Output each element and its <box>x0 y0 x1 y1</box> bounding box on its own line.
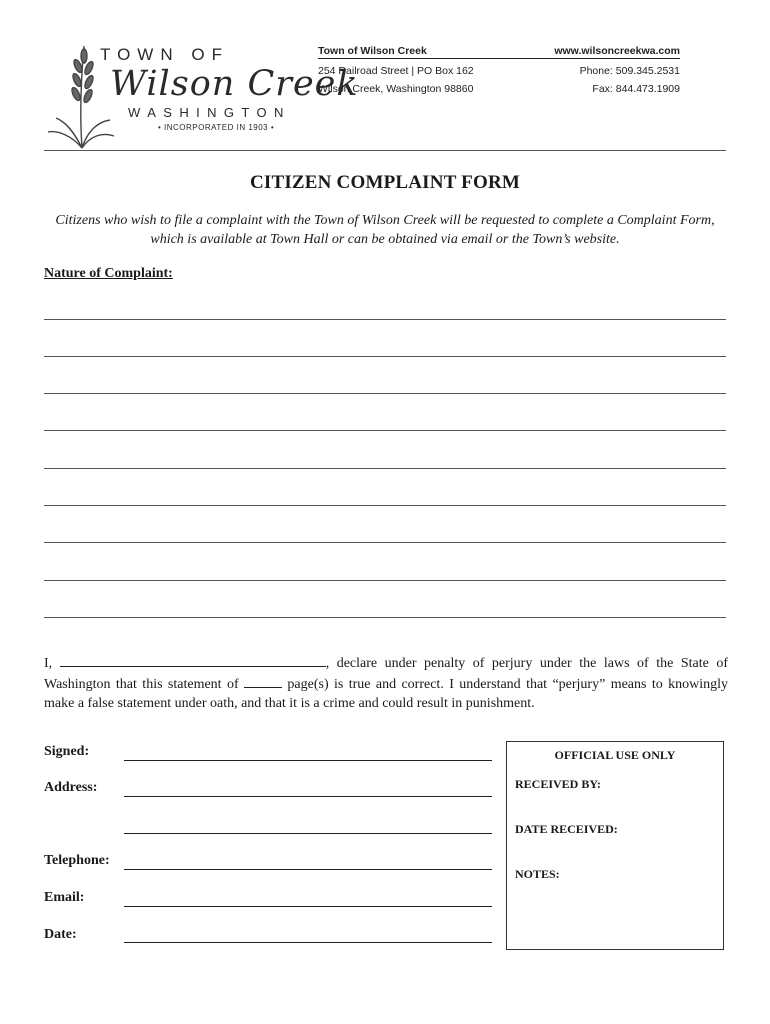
complaint-line[interactable] <box>44 505 726 506</box>
logo-town-name: Wilson Creek <box>110 64 359 104</box>
complaint-line[interactable] <box>44 393 726 394</box>
date-label: Date: <box>44 927 77 942</box>
telephone-label: Telephone: <box>44 853 110 868</box>
address-line-1: 254 Railroad Street | PO Box 162 <box>318 65 474 77</box>
header-divider <box>44 150 726 151</box>
address-field-line-2[interactable] <box>124 833 492 834</box>
header-underline <box>318 58 680 59</box>
official-use-title: OFFICIAL USE ONLY <box>554 748 676 762</box>
website-link[interactable]: www.wilsoncreekwa.com <box>554 45 680 57</box>
address-label: Address: <box>44 780 98 795</box>
telephone-field[interactable] <box>124 869 492 870</box>
complaint-line[interactable] <box>44 542 726 543</box>
address-field[interactable] <box>124 796 492 797</box>
complaint-line[interactable] <box>44 319 726 320</box>
complaint-line[interactable] <box>44 356 726 357</box>
email-label: Email: <box>44 890 85 905</box>
org-name: Town of Wilson Creek <box>318 45 427 57</box>
nature-of-complaint-label: Nature of Complaint: <box>44 266 173 281</box>
perjury-declaration <box>44 652 728 713</box>
declaration-text: page(s) is true and correct. I understand that “perjury” means to knowingly make a false statement under oath, and that it is a crime and could result in punishment. <box>44 677 729 711</box>
complaint-line[interactable] <box>44 617 726 618</box>
logo-incorporated: • INCORPORATED IN 1903 • <box>158 123 275 132</box>
date-received-label: DATE RECEIVED: <box>515 822 618 836</box>
fax-number: Fax: 844.473.1909 <box>592 83 680 95</box>
signed-label: Signed: <box>44 744 90 759</box>
complaint-line[interactable] <box>44 580 726 581</box>
address-line-2: Wilson Creek, Washington 98860 <box>318 83 474 95</box>
email-field[interactable] <box>124 906 492 907</box>
declaration-text: , declare under penalty of perjury under the laws of the State of Washington that this statement of <box>44 656 728 692</box>
declarant-name-blank[interactable] <box>60 652 326 667</box>
page-count-blank[interactable] <box>244 673 282 688</box>
complaint-line[interactable] <box>44 468 726 469</box>
signed-field[interactable] <box>124 760 492 761</box>
date-field[interactable] <box>124 942 492 943</box>
form-title: CITIZEN COMPLAINT FORM <box>249 172 521 193</box>
complaint-line[interactable] <box>44 430 726 431</box>
form-intro: Citizens who wish to file a complaint with the Town of Wilson Creek will be requested to complete a Complaint Form, which is available at Town Hall or can be obtained via email or the Town’s website. <box>55 213 715 247</box>
declaration-text: I, <box>44 656 53 671</box>
phone-number: Phone: 509.345.2531 <box>579 65 680 77</box>
received-by-label: RECEIVED BY: <box>515 777 601 791</box>
official-use-box <box>506 741 724 950</box>
logo-state: WASHINGTON <box>128 105 291 120</box>
logo-town-of: TOWN OF <box>100 45 229 64</box>
notes-label: NOTES: <box>515 867 560 881</box>
